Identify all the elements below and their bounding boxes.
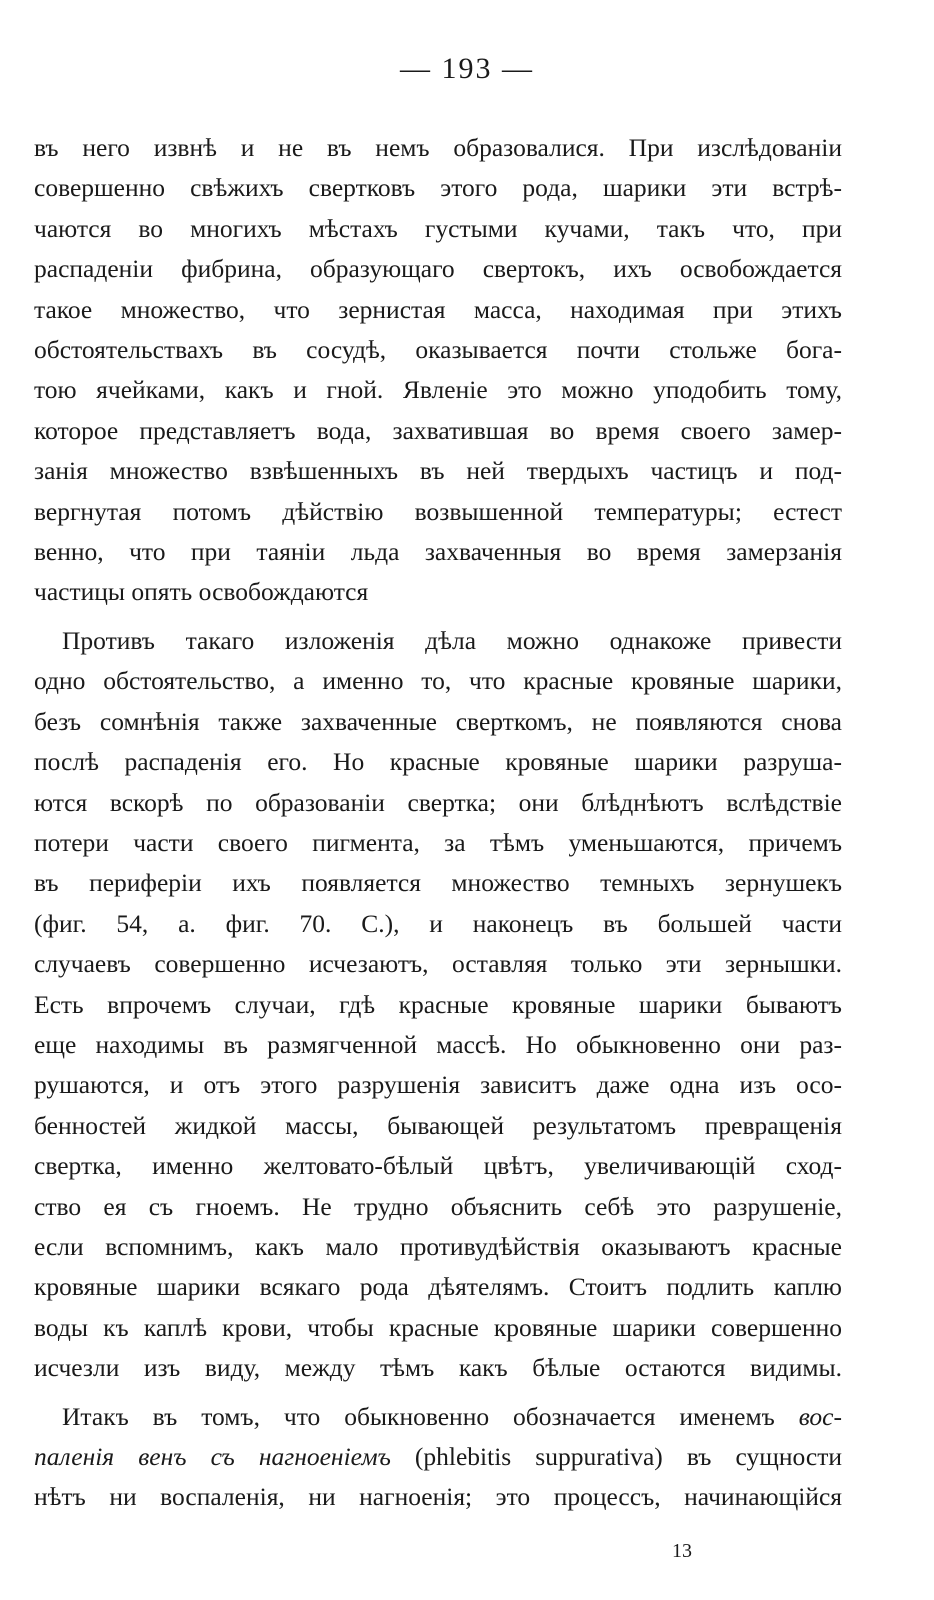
text-line: совершенно свѣжихъ свертковъ этого рода, шарики эти встрѣ- [34,173,842,203]
text-line: послѣ распаденія его. Но красные кровяные шарики разруша- [34,747,842,777]
text-line: которое представляетъ вода, захватившая во время своего замер- [34,415,842,445]
text-line: исчезли изъ виду, между тѣмъ какъ бѣлые остаются видимы. [34,1353,842,1383]
text-line: нѣтъ ни воспаленія, ни нагноенія; это процессъ, начинающійся [34,1482,842,1512]
text-line: случаевъ совершенно исчезаютъ, оставляя только эти зернышки. [34,949,842,979]
text-line: частицы опять освобождаются [34,577,369,607]
text-line: венно, что при таяніи льда захваченныя во время замерзанія [34,537,842,567]
text-line: потери части своего пигмента, за тѣмъ уменьшаются, причемъ [34,827,842,857]
printer-signature-mark: 13 [672,1540,692,1562]
text-line: тою ячейками, какъ и гной. Явленіе это можно уподобить тому, [34,375,842,405]
text-line: рушаются, и отъ этого разрушенія зависитъ даже одна изъ осо- [34,1070,842,1100]
text-line: одно обстоятельство, а именно то, что красные кровяные шарики, [34,666,842,696]
text-line: если вспомнимъ, какъ мало противудѣйствія оказываютъ красные [34,1231,842,1261]
text-line: ются вскорѣ по образованіи свертка; они блѣднѣютъ вслѣдствіе [34,787,842,817]
text-line: обстоятельствахъ въ сосудѣ, оказывается почти стольже бога- [34,335,842,365]
page-number: — 193 — [400,52,534,85]
text-line: бенностей жидкой массы, бывающей результатомъ превращенія [34,1110,842,1140]
text-line: кровяные шарики всякаго рода дѣятелямъ. Стоитъ подлить каплю [34,1272,842,1302]
text-line: вергнутая потомъ дѣйствію возвышенной температуры; естест [34,496,842,526]
text-line: свертка, именно желтовато-бѣлый цвѣтъ, увеличивающій сход- [34,1151,842,1181]
text-line: въ периферіи ихъ появляется множество темныхъ зернушекъ [34,868,842,898]
paragraph [34,621,842,1389]
text-line: Итакъ въ томъ, что обыкновенно обозначается именемъ вос- [62,1401,842,1431]
italic-term: паленія венъ съ нагноеніемъ [34,1442,391,1471]
paragraph [34,128,842,613]
text-line: Противъ такаго изложенія дѣла можно однакоже привести [62,625,842,655]
text-line: (фиг. 54, а. фиг. 70. С.), и наконецъ въ большей части [34,908,842,938]
page-body [34,128,842,1518]
paragraph [34,1397,842,1518]
text-line: чаются во многихъ мѣстахъ густыми кучами, такъ что, при [34,213,842,243]
text-line: въ него извнѣ и не въ немъ образовалися. При изслѣдованіи [34,133,842,162]
text-line: еще находимы въ размягченной массѣ. Но обыкновенно они раз- [34,1029,842,1059]
text-line: паленія венъ съ нагноеніемъ (phlebitis suppurativa) въ сущности [34,1442,842,1471]
text-line: безъ сомнѣнія также захваченные сверткомъ, не появляются снова [34,706,842,736]
italic-term: вос- [798,1401,842,1431]
text-line: такое множество, что зернистая масса, находимая при этихъ [34,294,842,324]
text-line: Есть впрочемъ случаи, гдѣ красные кровяные шарики бываютъ [34,989,842,1019]
text-line: занія множество взвѣшенныхъ въ ней твердыхъ частицъ и под- [34,456,842,486]
text-line: воды къ каплѣ крови, чтобы красные кровяные шарики совершенно [34,1312,842,1342]
text-line: ство ея съ гноемъ. Не трудно объяснить себѣ это разрушеніе, [34,1191,842,1221]
text-line: распаденіи фибрина, образующаго свертокъ, ихъ освобождается [34,254,842,284]
